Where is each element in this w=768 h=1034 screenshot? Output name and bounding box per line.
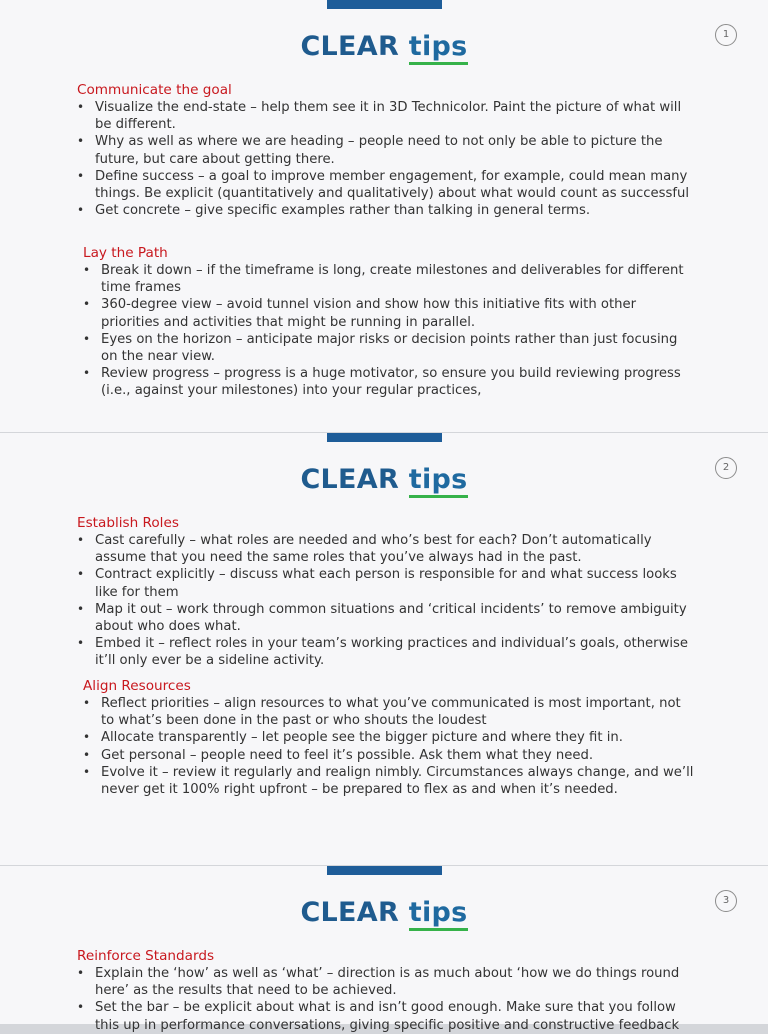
bullet-list [77,965,697,1034]
header-accent-bar [327,866,442,875]
list-item: • Cast carefully – what roles are needed and who’s best for each? Don’t automatically assume that you need the same roles that you’ve always had in the past. [77,532,697,566]
list-item: • Why as well as where we are heading – people need to not only be able to picture the future, but care about getting there. [77,133,697,167]
title-accent: tips [409,31,468,65]
list-item: • Reflect priorities – align resources to what you’ve communicated is most important, not to what’s been done in the past or who shouts the loudest [83,695,697,729]
page-number-badge: 2 [715,457,737,479]
list-item: • Set the bar – be explicit about what is and isn’t good enough. Make sure that you follow this up in performance conversations, giving specific positive and constructive feedback [77,999,697,1033]
section-reinforce-standards [77,948,697,1034]
section-heading: Communicate the goal [77,82,232,98]
slide-page-3 [0,866,768,1033]
page-title [0,31,768,63]
bullet-list [83,262,697,400]
bullet-list [77,532,697,670]
list-item: • Break it down – if the timeframe is long, create milestones and deliverables for different time frames [83,262,697,296]
section-align-resources [83,678,697,798]
slide-page-2 [0,433,768,865]
list-item: • Get personal – people need to feel it’s possible. Ask them what they need. [83,747,697,764]
page-title [0,464,768,496]
section-heading: Lay the Path [83,245,168,261]
list-item: • Define success – a goal to improve member engagement, for example, could mean many things. Be explicit (quantitatively and qualitatively) about what would count as successful [77,168,697,202]
title-main: CLEAR [300,31,400,62]
page-number-badge: 3 [715,890,737,912]
title-main: CLEAR [300,897,400,928]
list-item: • Get concrete – give specific examples rather than talking in general terms. [77,202,697,219]
section-establish-roles [77,515,697,670]
section-heading: Reinforce Standards [77,948,215,964]
section-communicate-goal [77,82,697,219]
list-item: • Allocate transparently – let people see the bigger picture and where they fit in. [83,729,697,746]
list-item: • Explain the ‘how’ as well as ‘what’ – direction is as much about ‘how we do things round here’ as the results that need to be achieved. [77,965,697,999]
list-item: • Review progress – progress is a huge motivator, so ensure you build reviewing progress (i.e., against your milestones) into your regular practices, [83,365,697,399]
header-accent-bar [327,0,442,9]
list-item: • Map it out – work through common situations and ‘critical incidents’ to remove ambiguity about who does what. [77,601,697,635]
list-item: • Eyes on the horizon – anticipate major risks or decision points rather than just focusing on the near view. [83,331,697,365]
bullet-list [83,695,697,798]
page-number-badge: 1 [715,24,737,46]
section-lay-the-path [83,245,697,400]
title-accent: tips [409,897,468,931]
slide-page-1 [0,0,768,432]
list-item: • Contract explicitly – discuss what each person is responsible for and what success looks like for them [77,566,697,600]
page-title [0,897,768,929]
bullet-list [77,99,697,219]
list-item: • 360-degree view – avoid tunnel vision and show how this initiative fits with other priorities and activities that might be running in parallel. [83,296,697,330]
title-main: CLEAR [300,464,400,495]
section-heading: Align Resources [83,678,191,694]
header-accent-bar [327,433,442,442]
list-item: • Embed it – reflect roles in your team’s working practices and individual’s goals, otherwise it’ll only ever be a sideline activity. [77,635,697,669]
list-item: • Visualize the end-state – help them see it in 3D Technicolor. Paint the picture of what will be different. [77,99,697,133]
title-accent: tips [409,464,468,498]
section-heading: Establish Roles [77,515,179,531]
list-item: • Evolve it – review it regularly and realign nimbly. Circumstances always change, and we’ll never get it 100% right upfront – be prepared to flex as and when it’s needed. [83,764,697,798]
